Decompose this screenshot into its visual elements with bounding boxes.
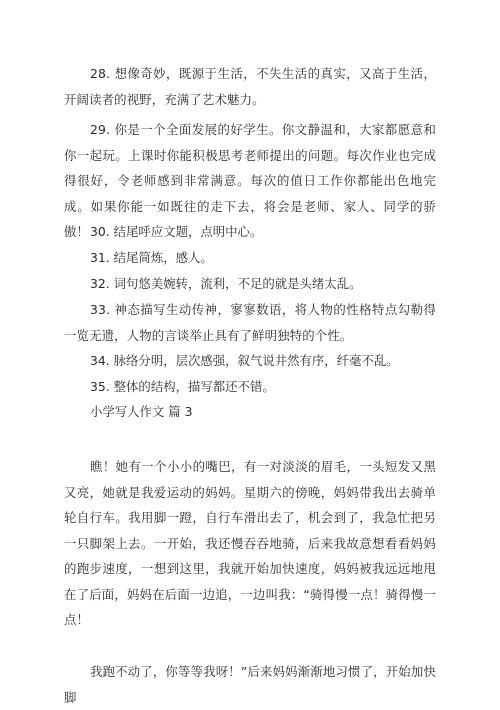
comment-item-28: 28. 想像奇妙，既源于生活，不失生活的真实，又高于生活，开阔读者的视野，充满了艺术魅力。 bbox=[64, 66, 436, 107]
comment-item-32: 32. 词句悠美婉转，流利，不足的就是头绪太乱。 bbox=[90, 276, 362, 291]
comment-item-30: 30. 结尾呼应文题，点明中心。 bbox=[90, 224, 263, 239]
comment-item-29: 29. 你是一个全面发展的好学生。你文静温和，大家都愿意和你一起玩。上课时你能积极思考老师提出的问题。每次作业也完成得很好，令老师感到非常满意。每次的值日工作你都能出色地完成。如果你能一如既往的走下去，将会是老师、家人、同学的骄傲！ bbox=[64, 122, 436, 239]
comment-item-31: 31. 结尾简炼，感人。 bbox=[90, 250, 213, 265]
section-heading: 小学写人作文 篇 3 bbox=[90, 404, 193, 419]
essay-paragraph-1: 瞧！她有一个小小的嘴巴，有一对淡淡的眉毛，一头短发又黑又亮，她就是我爱运动的妈妈。星期六的傍晚，妈妈带我出去骑单轮自行车。我用脚一蹬，自行车滑出去了，机会到了，我急忙把另一只脚架上去。一开始，我还慢吞吞地骑，后来我故意想看看妈妈的跑步速度，一想到这里，我就开始加快速度，妈妈被我远远地甩在了后面，妈妈在后面一边追，一边叫我：“骑得慢一点！骑得慢一点！ bbox=[64, 459, 436, 627]
essay-paragraph-2: 我跑不动了，你等等我呀！”后来妈妈渐渐地习惯了，开始加快脚 bbox=[64, 664, 436, 705]
comment-item-33: 33. 神态描写生动传神，寥寥数语，将人物的性格特点勾勒得一览无遗，人物的言谈举止具有了鲜明独特的个性。 bbox=[64, 302, 436, 343]
comment-item-34: 34. 脉络分明，层次感强，叙气说井然有序，纤毫不乱。 bbox=[90, 353, 399, 368]
comment-item-35: 35. 整体的结构，描写都还不错。 bbox=[90, 379, 275, 394]
